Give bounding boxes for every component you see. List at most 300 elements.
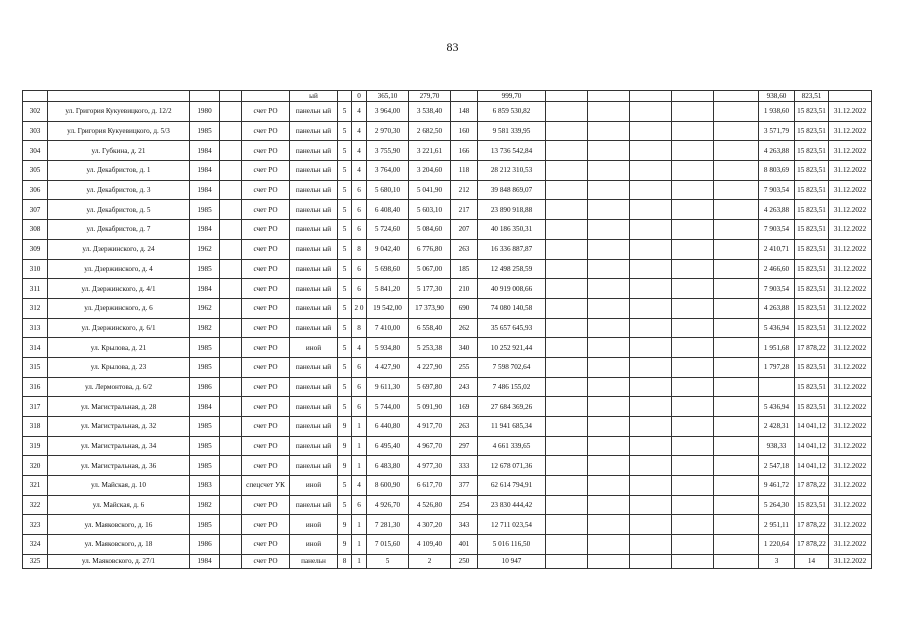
cell-e4: [672, 141, 714, 161]
cell-e5: [714, 161, 759, 181]
cell-fund: счет РО: [242, 279, 290, 299]
cell-cost: 12 678 071,36: [478, 456, 546, 476]
cell-no: 304: [23, 141, 48, 161]
cell-e5: [714, 397, 759, 417]
cell-residents: 297: [451, 436, 478, 456]
cell-area-living: 4 526,80: [409, 495, 451, 515]
cell-unit-cost: 5 436,94: [759, 318, 795, 338]
cell-e1: [546, 476, 588, 496]
cell-entrances: 4: [352, 476, 367, 496]
cell-area-total: 5 841,20: [367, 279, 409, 299]
cell-unit-cost: 5 436,94: [759, 397, 795, 417]
cell-e1: [546, 318, 588, 338]
cell-unit-cost: 1 938,60: [759, 102, 795, 122]
cell-material: панельн ый: [290, 102, 338, 122]
cell-date: 31.12.2022: [829, 476, 872, 496]
cell-material: панельн ый: [290, 436, 338, 456]
cell-floors: 5: [338, 259, 352, 279]
cell-unit-cost: 5 264,30: [759, 495, 795, 515]
cell-blank1: [220, 161, 242, 181]
cell-floors: 8: [338, 554, 352, 568]
cell-floors: 5: [338, 298, 352, 318]
cell-no: 303: [23, 121, 48, 141]
cell-e5: [714, 456, 759, 476]
cell-e1: [546, 180, 588, 200]
table-row: [23, 554, 872, 568]
cell-blank1: [220, 91, 242, 102]
cell-entrances: 4: [352, 161, 367, 181]
cell-floors: 5: [338, 121, 352, 141]
cell-max-cost: 15 823,51: [795, 357, 829, 377]
cell-address: ул. Григория Кукуевицкого, д. 12/2: [48, 102, 190, 122]
cell-e2: [588, 220, 630, 240]
cell-material: панельн ый: [290, 318, 338, 338]
cell-year: 1983: [190, 476, 220, 496]
cell-address: ул. Декабристов, д. 7: [48, 220, 190, 240]
cell-fund: счет РО: [242, 121, 290, 141]
cell-no: 320: [23, 456, 48, 476]
cell-e3: [630, 515, 672, 535]
cell-residents: 255: [451, 357, 478, 377]
cell-fund: счет РО: [242, 377, 290, 397]
cell-floors: 5: [338, 318, 352, 338]
cell-material: панельн ый: [290, 220, 338, 240]
cell-no: 313: [23, 318, 48, 338]
cell-unit-cost: 7 903,54: [759, 279, 795, 299]
cell-e1: [546, 239, 588, 259]
cell-e3: [630, 318, 672, 338]
cell-e2: [588, 91, 630, 102]
table-row: [23, 397, 872, 417]
cell-e1: [546, 357, 588, 377]
cell-address: ул. Дзержинского, д. 6/1: [48, 318, 190, 338]
cell-address: ул. Декабристов, д. 3: [48, 180, 190, 200]
cell-date: 31.12.2022: [829, 298, 872, 318]
cell-max-cost: 15 823,51: [795, 279, 829, 299]
cell-e1: [546, 495, 588, 515]
cell-address: ул. Маяковского, д. 27/1: [48, 554, 190, 568]
cell-material: панельн ый: [290, 377, 338, 397]
cell-fund: счет РО: [242, 535, 290, 555]
cell-cost: 4 661 339,65: [478, 436, 546, 456]
cell-floors: 5: [338, 397, 352, 417]
cell-e1: [546, 456, 588, 476]
cell-entrances: 6: [352, 200, 367, 220]
cell-date: 31.12.2022: [829, 436, 872, 456]
cell-no: 311: [23, 279, 48, 299]
cell-unit-cost: 2 466,60: [759, 259, 795, 279]
cell-e5: [714, 180, 759, 200]
cell-e1: [546, 102, 588, 122]
cell-residents: 262: [451, 318, 478, 338]
cell-cost: 28 212 310,53: [478, 161, 546, 181]
cell-year: [190, 91, 220, 102]
cell-blank1: [220, 495, 242, 515]
cell-cost: 7 486 155,02: [478, 377, 546, 397]
cell-e4: [672, 397, 714, 417]
cell-area-total: 3 764,00: [367, 161, 409, 181]
cell-e1: [546, 338, 588, 358]
table-row: [23, 456, 872, 476]
cell-address: ул. Дзержинского, д. 4: [48, 259, 190, 279]
cell-fund: счет РО: [242, 220, 290, 240]
cell-e2: [588, 259, 630, 279]
cell-material: панельн ый: [290, 239, 338, 259]
cell-e2: [588, 436, 630, 456]
cell-no: 310: [23, 259, 48, 279]
cell-address: ул. Лермонтова, д. 6/2: [48, 377, 190, 397]
cell-material: панельн ый: [290, 200, 338, 220]
cell-e4: [672, 220, 714, 240]
cell-residents: 169: [451, 397, 478, 417]
cell-fund: счет РО: [242, 417, 290, 437]
cell-e4: [672, 121, 714, 141]
cell-residents: 212: [451, 180, 478, 200]
cell-blank1: [220, 200, 242, 220]
cell-unit-cost: 938,60: [759, 91, 795, 102]
cell-unit-cost: 2 428,31: [759, 417, 795, 437]
cell-entrances: 6: [352, 377, 367, 397]
cell-e4: [672, 535, 714, 555]
cell-no: 305: [23, 161, 48, 181]
cell-e5: [714, 417, 759, 437]
cell-floors: 5: [338, 495, 352, 515]
cell-area-total: 365,10: [367, 91, 409, 102]
cell-fund: счет РО: [242, 318, 290, 338]
cell-e3: [630, 535, 672, 555]
cell-e3: [630, 200, 672, 220]
cell-residents: 210: [451, 279, 478, 299]
cell-residents: 160: [451, 121, 478, 141]
cell-area-living: 17 373,90: [409, 298, 451, 318]
cell-no: 302: [23, 102, 48, 122]
cell-blank1: [220, 436, 242, 456]
cell-cost: 35 657 645,93: [478, 318, 546, 338]
cell-fund: счет РО: [242, 239, 290, 259]
cell-unit-cost: 2 547,18: [759, 456, 795, 476]
cell-residents: 254: [451, 495, 478, 515]
cell-unit-cost: 1 951,68: [759, 338, 795, 358]
cell-floors: 5: [338, 161, 352, 181]
cell-e2: [588, 180, 630, 200]
cell-e3: [630, 220, 672, 240]
cell-unit-cost: [759, 377, 795, 397]
cell-e1: [546, 417, 588, 437]
table-row: [23, 161, 872, 181]
cell-area-living: 3 204,60: [409, 161, 451, 181]
cell-area-total: 6 483,80: [367, 456, 409, 476]
cell-entrances: 8: [352, 318, 367, 338]
cell-floors: 5: [338, 200, 352, 220]
cell-floors: 5: [338, 141, 352, 161]
page-number: 83: [446, 40, 459, 54]
cell-e2: [588, 377, 630, 397]
cell-e2: [588, 239, 630, 259]
cell-year: 1984: [190, 161, 220, 181]
cell-year: 1985: [190, 121, 220, 141]
cell-e3: [630, 397, 672, 417]
cell-cost: 13 736 542,84: [478, 141, 546, 161]
cell-year: 1980: [190, 102, 220, 122]
cell-floors: 5: [338, 476, 352, 496]
cell-area-living: 5 041,90: [409, 180, 451, 200]
cell-no: 308: [23, 220, 48, 240]
cell-floors: [338, 91, 352, 102]
cell-entrances: 1: [352, 456, 367, 476]
cell-date: 31.12.2022: [829, 397, 872, 417]
cell-material: панельн ый: [290, 180, 338, 200]
cell-e5: [714, 357, 759, 377]
cell-address: ул. Магистральная, д. 36: [48, 456, 190, 476]
cell-e5: [714, 476, 759, 496]
cell-e1: [546, 121, 588, 141]
cell-blank1: [220, 377, 242, 397]
cell-area-total: 2 970,30: [367, 121, 409, 141]
cell-area-living: 6 776,80: [409, 239, 451, 259]
cell-blank1: [220, 397, 242, 417]
cell-floors: 5: [338, 338, 352, 358]
cell-area-living: 279,70: [409, 91, 451, 102]
cell-material: панельн ый: [290, 279, 338, 299]
cell-no: 323: [23, 515, 48, 535]
cell-area-total: 6 408,40: [367, 200, 409, 220]
cell-no: 321: [23, 476, 48, 496]
cell-blank1: [220, 535, 242, 555]
cell-e3: [630, 91, 672, 102]
cell-entrances: 4: [352, 141, 367, 161]
cell-e4: [672, 495, 714, 515]
cell-entrances: 4: [352, 102, 367, 122]
cell-address: ул. Магистральная, д. 28: [48, 397, 190, 417]
cell-material: панельн ый: [290, 357, 338, 377]
cell-material: панельн ый: [290, 495, 338, 515]
cell-floors: 9: [338, 456, 352, 476]
cell-address: ул. Магистральная, д. 34: [48, 436, 190, 456]
cell-e1: [546, 554, 588, 568]
cell-no: 318: [23, 417, 48, 437]
cell-cost: 10 947: [478, 554, 546, 568]
cell-floors: 5: [338, 279, 352, 299]
cell-date: 31.12.2022: [829, 535, 872, 555]
cell-unit-cost: 8 803,69: [759, 161, 795, 181]
cell-e2: [588, 102, 630, 122]
cell-cost: 999,70: [478, 91, 546, 102]
cell-no: 309: [23, 239, 48, 259]
cell-e5: [714, 436, 759, 456]
cell-area-total: 6 440,80: [367, 417, 409, 437]
cell-fund: счет РО: [242, 200, 290, 220]
cell-date: 31.12.2022: [829, 102, 872, 122]
cell-e5: [714, 121, 759, 141]
cell-e4: [672, 456, 714, 476]
cell-max-cost: 15 823,51: [795, 298, 829, 318]
cell-blank1: [220, 417, 242, 437]
cell-fund: счет РО: [242, 141, 290, 161]
cell-area-living: 4 109,40: [409, 535, 451, 555]
cell-unit-cost: 3: [759, 554, 795, 568]
table-row: [23, 180, 872, 200]
cell-max-cost: 15 823,51: [795, 220, 829, 240]
cell-address: ул. Крылова, д. 23: [48, 357, 190, 377]
cell-area-total: 7 410,00: [367, 318, 409, 338]
cell-address: ул. Декабристов, д. 5: [48, 200, 190, 220]
cell-e4: [672, 417, 714, 437]
cell-e4: [672, 259, 714, 279]
cell-material: иной: [290, 515, 338, 535]
cell-year: 1985: [190, 436, 220, 456]
cell-residents: [451, 91, 478, 102]
cell-unit-cost: 1 797,28: [759, 357, 795, 377]
cell-entrances: 6: [352, 357, 367, 377]
cell-date: 31.12.2022: [829, 239, 872, 259]
cell-cost: 9 581 339,95: [478, 121, 546, 141]
cell-area-living: 4 307,20: [409, 515, 451, 535]
cell-e5: [714, 338, 759, 358]
cell-entrances: 6: [352, 495, 367, 515]
cell-date: 31.12.2022: [829, 495, 872, 515]
cell-e5: [714, 495, 759, 515]
cell-e4: [672, 357, 714, 377]
cell-entrances: 1: [352, 436, 367, 456]
cell-year: 1986: [190, 377, 220, 397]
cell-blank1: [220, 318, 242, 338]
cell-area-total: 5 744,00: [367, 397, 409, 417]
cell-e3: [630, 456, 672, 476]
cell-floors: 5: [338, 180, 352, 200]
cell-date: 31.12.2022: [829, 338, 872, 358]
cell-cost: 23 890 918,88: [478, 200, 546, 220]
cell-e4: [672, 515, 714, 535]
cell-unit-cost: 4 263,88: [759, 141, 795, 161]
cell-e2: [588, 476, 630, 496]
cell-year: 1985: [190, 338, 220, 358]
cell-e4: [672, 377, 714, 397]
table-row: [23, 259, 872, 279]
cell-year: 1962: [190, 239, 220, 259]
cell-e1: [546, 436, 588, 456]
cell-e3: [630, 298, 672, 318]
cell-material: панельн ый: [290, 161, 338, 181]
table-row: [23, 200, 872, 220]
cell-date: 31.12.2022: [829, 141, 872, 161]
cell-year: 1986: [190, 535, 220, 555]
cell-e5: [714, 279, 759, 299]
table-row: [23, 239, 872, 259]
cell-year: 1962: [190, 298, 220, 318]
cell-area-living: 2 682,50: [409, 121, 451, 141]
cell-e3: [630, 417, 672, 437]
cell-date: 31.12.2022: [829, 200, 872, 220]
cell-area-total: 5: [367, 554, 409, 568]
cell-residents: 333: [451, 456, 478, 476]
cell-date: [829, 91, 872, 102]
cell-e2: [588, 318, 630, 338]
cell-blank1: [220, 298, 242, 318]
cell-cost: 62 614 794,91: [478, 476, 546, 496]
table-row: [23, 141, 872, 161]
cell-e2: [588, 397, 630, 417]
cell-cost: 74 080 140,58: [478, 298, 546, 318]
cell-address: ул. Крылова, д. 21: [48, 338, 190, 358]
cell-area-total: 9 042,40: [367, 239, 409, 259]
cell-date: 31.12.2022: [829, 377, 872, 397]
table-row: [23, 318, 872, 338]
cell-fund: счет РО: [242, 554, 290, 568]
cell-area-living: 5 067,00: [409, 259, 451, 279]
cell-blank1: [220, 338, 242, 358]
cell-date: 31.12.2022: [829, 279, 872, 299]
cell-max-cost: 17 878,22: [795, 535, 829, 555]
cell-e2: [588, 554, 630, 568]
cell-residents: 401: [451, 535, 478, 555]
cell-e4: [672, 318, 714, 338]
cell-area-living: 5 091,90: [409, 397, 451, 417]
cell-no: 306: [23, 180, 48, 200]
cell-material: панельн ый: [290, 121, 338, 141]
cell-residents: 263: [451, 417, 478, 437]
cell-e4: [672, 338, 714, 358]
cell-entrances: 4: [352, 121, 367, 141]
cell-no: 324: [23, 535, 48, 555]
cell-e4: [672, 200, 714, 220]
cell-cost: 11 941 685,34: [478, 417, 546, 437]
cell-e1: [546, 141, 588, 161]
cell-date: 31.12.2022: [829, 456, 872, 476]
cell-entrances: 2 0: [352, 298, 367, 318]
cell-e3: [630, 161, 672, 181]
cell-year: 1984: [190, 397, 220, 417]
cell-e5: [714, 220, 759, 240]
cell-year: 1982: [190, 495, 220, 515]
cell-area-total: 5 724,60: [367, 220, 409, 240]
cell-e3: [630, 357, 672, 377]
cell-e2: [588, 495, 630, 515]
cell-residents: 207: [451, 220, 478, 240]
cell-date: 31.12.2022: [829, 318, 872, 338]
cell-e4: [672, 102, 714, 122]
cell-blank1: [220, 220, 242, 240]
cell-e3: [630, 180, 672, 200]
cell-fund: счет РО: [242, 495, 290, 515]
cell-cost: 39 848 869,07: [478, 180, 546, 200]
cell-e3: [630, 554, 672, 568]
cell-unit-cost: 1 220,64: [759, 535, 795, 555]
cell-unit-cost: 4 263,88: [759, 298, 795, 318]
cell-area-living: 4 977,30: [409, 456, 451, 476]
cell-entrances: 6: [352, 259, 367, 279]
cell-material: иной: [290, 535, 338, 555]
table-row: [23, 436, 872, 456]
table-row: [23, 515, 872, 535]
cell-material: панельн ый: [290, 397, 338, 417]
cell-e5: [714, 298, 759, 318]
cell-area-total: 7 015,60: [367, 535, 409, 555]
cell-unit-cost: 2 951,11: [759, 515, 795, 535]
cell-area-living: 4 227,90: [409, 357, 451, 377]
cell-e1: [546, 259, 588, 279]
cell-unit-cost: 938,33: [759, 436, 795, 456]
cell-e5: [714, 554, 759, 568]
cell-area-living: 5 253,38: [409, 338, 451, 358]
cell-material: панельн ый: [290, 417, 338, 437]
cell-e5: [714, 535, 759, 555]
cell-e3: [630, 377, 672, 397]
cell-address: ул. Губкина, д. 21: [48, 141, 190, 161]
cell-e3: [630, 495, 672, 515]
cell-e2: [588, 200, 630, 220]
cell-address: ул. Маяковского, д. 16: [48, 515, 190, 535]
cell-e1: [546, 535, 588, 555]
